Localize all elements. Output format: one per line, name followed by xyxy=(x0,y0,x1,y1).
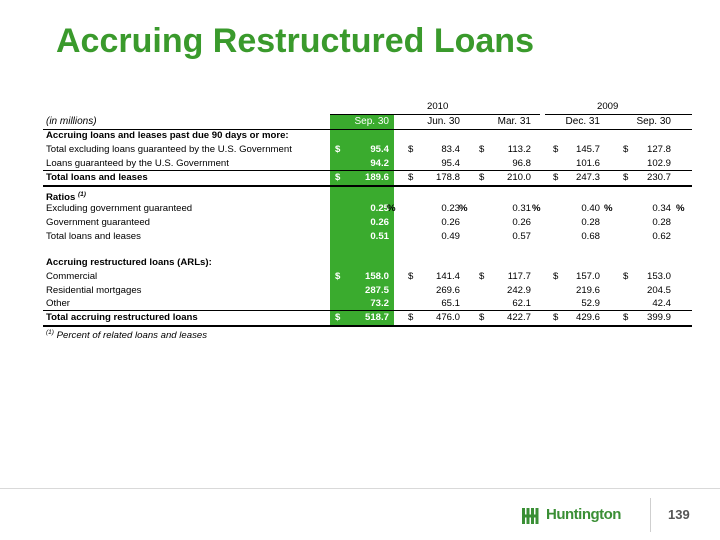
total-double-rule xyxy=(43,325,692,327)
footnote: $^{(1)}$ Percent of related loans and leases xyxy=(46,329,208,342)
total-row: Total loans and leases $ 189.6 $ 178.8 $ 210.0 $ 247.3 $ 230.7 xyxy=(46,172,671,183)
column-header-row xyxy=(43,115,692,129)
table-row: Other 73.2 65.1 62.1 52.9 42.4 xyxy=(46,298,671,309)
table-row: Commercial $ 158.0 $ 141.4 $ 117.7 $ 157.0 $ 153.0 xyxy=(46,271,671,282)
footer-divider xyxy=(650,498,651,532)
year-2010: 2010 xyxy=(427,101,449,112)
brand-logo-text: Huntington xyxy=(546,506,621,523)
col-header-3: Dec. 31 xyxy=(565,116,600,127)
table-row: Loans guaranteed by the U.S. Government 94.2 95.4 96.8 101.6 102.9 xyxy=(46,158,671,169)
col-header-4: Sep. 30 xyxy=(636,116,671,127)
table-row: Total loans and leases 0.51 0.49 0.57 0.68 0.62 xyxy=(46,231,671,242)
page-title: Accruing Restructured Loans xyxy=(56,22,534,60)
col-header-1: Jun. 30 xyxy=(427,116,460,127)
col-header-2: Mar. 31 xyxy=(497,116,531,127)
footer-rule xyxy=(0,488,720,489)
col-header-0: Sep. 30 xyxy=(354,116,389,127)
huntington-logo-icon xyxy=(522,506,542,526)
total-row: Total accruing restructured loans $ 518.7 $ 476.0 $ 422.7 $ 429.6 $ 399.9 xyxy=(46,312,671,323)
units-label: (in millions) xyxy=(46,116,97,127)
table-row: Total excluding loans guaranteed by the U.S. Government $ 95.4 $ 83.4 $ 113.2 $ 145.7 $ 127.8 xyxy=(46,144,671,155)
section-header-arls: Accruing restructured loans (ARLs): xyxy=(46,257,212,268)
table-row: Residential mortgages 287.5 269.6 242.9 219.6 204.5 xyxy=(46,285,671,296)
page-number: 139 xyxy=(668,507,690,522)
table-row: Government guaranteed 0.26 0.26 0.26 0.28 0.28 xyxy=(46,217,671,228)
section-header-past-due: Accruing loans and leases past due 90 days or more: xyxy=(46,130,289,141)
year-header-row xyxy=(43,100,692,114)
table-row: Excluding government guaranteed 0.25 % 0.23 % 0.31 % 0.40 % 0.34 % xyxy=(46,203,685,214)
year-2009: 2009 xyxy=(597,101,619,112)
total-double-rule xyxy=(43,185,692,187)
section-header-ratios: Ratios $^{(1)}$ xyxy=(46,191,86,204)
